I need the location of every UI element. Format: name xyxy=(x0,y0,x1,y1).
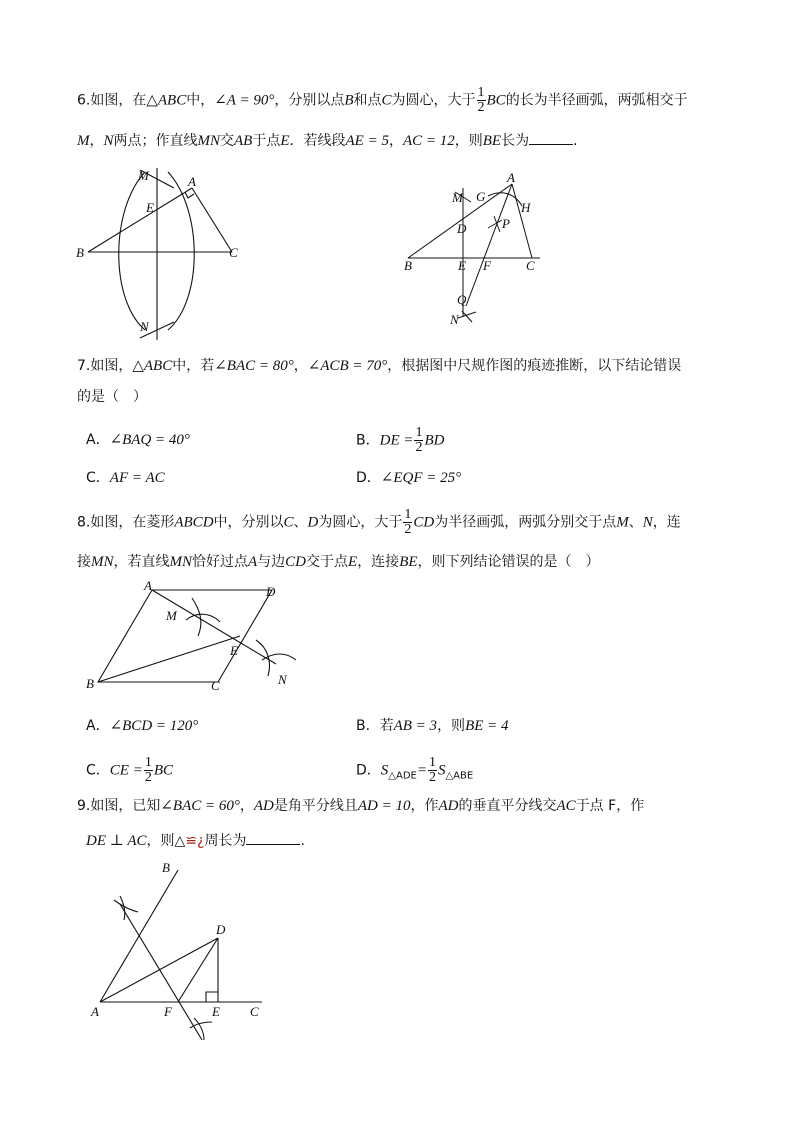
q9-label-c: C xyxy=(250,1004,259,1019)
fraction-half: $\frac{1}{2}$ xyxy=(477,85,485,115)
q9-label-e: E xyxy=(212,1004,220,1019)
q7-label-p: P xyxy=(502,216,510,231)
q8-label-d: D xyxy=(266,584,276,599)
q7-line1: 7.如图，△ABC中，若∠BAC = 80°，∠ACB = 70°，根据图中尺规作图的痕迹推断，以下结论错误 xyxy=(77,358,682,374)
q7-label-b: B xyxy=(404,258,412,273)
q8-line2: 接MN，若直线MN恰好过点A与边CD交于点E，连接BE，则下列结论错误的是（ ） xyxy=(77,554,600,570)
q9-label-b: B xyxy=(162,860,170,875)
q9-label-d: D xyxy=(216,922,226,937)
q8-option-d[interactable]: D．$S_{\triangle ADE}=$ $\frac{1}{2}$ $S_{\triangle ABE}$ xyxy=(356,755,474,785)
q6-label-c: C xyxy=(229,245,238,260)
q7-label-g: G xyxy=(476,189,486,204)
q7-label-h: H xyxy=(521,200,531,215)
q6-label-a: A xyxy=(188,174,196,189)
q6-label-m: M xyxy=(138,168,149,183)
q7-label-m: M xyxy=(452,190,463,205)
q6-label-e: E xyxy=(146,200,154,215)
q6-label-b: B xyxy=(76,245,84,260)
q9-right-angle-mark xyxy=(206,992,218,1002)
q8-label-m: M xyxy=(166,608,177,623)
q8-label-e: E xyxy=(230,643,238,658)
q7-label-e: E xyxy=(458,258,466,273)
q6-label-n: N xyxy=(140,319,149,334)
q9-label-f: F xyxy=(164,1004,172,1019)
q7-option-b[interactable]: B．DE = $\frac{1}{2}$ BD xyxy=(356,425,445,455)
q6-line1: 6.如图，在△ABC中，∠A = 90°，分别以点B和点C为圆心，大于 $\frac{1}{2}$ BC的长为半径画弧，两弧相交于 xyxy=(77,85,688,115)
q8-line1: 8.如图，在菱形ABCD中，分别以C、D为圆心，大于 $\frac{1}{2}$ CD为半径画弧，两弧分别交于点M、N，连 xyxy=(77,507,681,537)
q8-option-a[interactable]: A．∠BCD = 120° xyxy=(86,718,199,734)
q8-option-c[interactable]: C．CE = $\frac{1}{2}$ BC xyxy=(86,755,173,785)
q7-option-d[interactable]: D．∠EQF = 25° xyxy=(356,470,462,486)
q9-segment-ad xyxy=(100,938,218,1002)
q9-line-perp-bisector xyxy=(120,904,202,1040)
q7-label-d: D xyxy=(457,221,467,236)
q8-option-b[interactable]: B．若AB = 3，则BE = 4 xyxy=(356,718,509,734)
q7-label-f: F xyxy=(483,258,491,273)
q6-line2: M，N两点；作直线MN交AB于点E．若线段AE = 5，AC = 12，则BE长为 . xyxy=(77,130,578,151)
q9-line2: DE ⊥ AC，则△≌¿周长为 . xyxy=(86,830,305,851)
q8-label-c: C xyxy=(211,678,220,693)
q9-line1: 9.如图，已知∠BAC = 60°，AD是角平分线且AD = 10，作AD的垂直平分线交AC于点 F，作 xyxy=(77,798,645,814)
q7-line2: 的是（ ） xyxy=(77,389,147,405)
q9-label-a: A xyxy=(91,1004,99,1019)
q8-label-b: B xyxy=(86,676,94,691)
q7-option-a[interactable]: A．∠BAQ = 40° xyxy=(86,432,190,448)
q7-label-a: A xyxy=(507,170,515,185)
q7-label-c: C xyxy=(526,258,535,273)
q9-arc-top-1 xyxy=(114,900,138,912)
q7-label-n: N xyxy=(450,312,459,327)
q7-label-q: Q xyxy=(457,292,467,307)
q7-option-c[interactable]: C．AF = AC xyxy=(86,470,165,486)
q8-label-n: N xyxy=(278,672,287,687)
q8-label-a: A xyxy=(144,578,152,593)
